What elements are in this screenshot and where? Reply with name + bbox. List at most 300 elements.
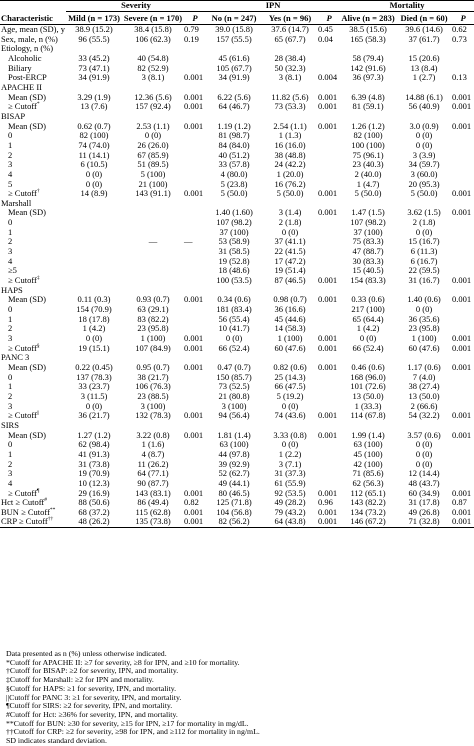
- value-cell: 3 (8.1): [141, 72, 165, 83]
- row-label: 2: [8, 390, 13, 401]
- value-cell: 25 (14.3): [274, 371, 306, 382]
- value-cell: 31 (37.3): [274, 468, 306, 479]
- value-cell: 41 (91.3): [78, 448, 110, 459]
- p-value-cell: 0.73: [452, 33, 467, 44]
- value-cell: 71 (85.6): [352, 468, 384, 479]
- value-cell: 65 (64.4): [352, 313, 384, 324]
- value-cell: 1.26 (1.2): [351, 120, 385, 131]
- value-cell: 15 (40.5): [352, 265, 384, 276]
- value-cell: 51 (89.5): [137, 159, 169, 170]
- p-value-cell: [184, 160, 206, 170]
- col-mild: Mild (n = 173): [66, 12, 122, 25]
- value-cell: 88 (50.6): [78, 497, 110, 508]
- value-cell: 5 (50.0): [220, 188, 248, 199]
- value-cell: [66, 237, 122, 247]
- value-cell: 31 (58.5): [218, 246, 250, 257]
- row-label: 0: [8, 130, 13, 141]
- p-value-cell: 0.001: [318, 207, 338, 218]
- table-row: [0, 517, 474, 527]
- value-cell: 0.22 (0.45): [75, 361, 113, 372]
- value-cell: 0 (0): [85, 333, 103, 343]
- value-cell: 1.19 (1.2): [217, 120, 251, 131]
- p-value-cell: [452, 373, 474, 383]
- value-cell: 86 (49.4): [137, 497, 169, 508]
- p-value-cell: [184, 305, 206, 315]
- p-value-cell: 0.001: [318, 517, 340, 527]
- row-label: SIRS: [1, 419, 19, 430]
- p-value-cell: 0.001: [184, 410, 204, 421]
- p-value-cell: 0.62: [452, 24, 467, 34]
- p-value-cell: 0.79: [184, 24, 199, 34]
- p-value-cell: 0.001: [452, 361, 472, 372]
- value-cell: 82 (56.2): [206, 517, 262, 527]
- value-cell: 49 (28.2): [274, 497, 306, 508]
- value-cell: 13 (50.0): [408, 390, 440, 401]
- p-value-cell: [184, 315, 206, 325]
- value-cell: 3 (1.4): [278, 207, 302, 218]
- p-value-cell: [184, 460, 206, 470]
- footnote-line: ††Cutoff for CRP: ≥2 for severity, ≥98 for IPN, and ≥112 for mortality in ng/mL.: [6, 727, 260, 737]
- value-cell: 3 (3.9): [412, 149, 436, 160]
- row-label: APACHE II: [1, 81, 43, 92]
- p-value-cell: 0.001: [318, 361, 338, 372]
- value-cell: 5 (100): [140, 168, 166, 179]
- p-value-cell: 0.001: [452, 506, 472, 517]
- value-cell: 60 (47.6): [274, 342, 306, 353]
- row-label: 4: [8, 168, 13, 179]
- value-cell: 5 (50.0): [410, 188, 438, 199]
- value-cell: 49 (44.1): [218, 477, 250, 488]
- value-cell: 36 (16.6): [274, 304, 306, 315]
- p-value-cell: 0.001: [318, 333, 338, 343]
- p-value-cell: [452, 440, 474, 450]
- value-cell: 0 (0): [415, 139, 433, 150]
- value-cell: 0 (0): [415, 439, 433, 450]
- p-value-cell: [318, 160, 340, 170]
- value-cell: 38 (48.8): [274, 149, 306, 160]
- value-cell: 19 (51.4): [274, 265, 306, 276]
- value-cell: 79 (43.2): [274, 506, 306, 517]
- value-cell: 30 (83.3): [352, 255, 384, 266]
- row-label: ≥ Cutoff†: [8, 188, 40, 199]
- value-cell: 0.47 (0.7): [217, 361, 251, 372]
- value-cell: 105 (67.7): [216, 62, 252, 73]
- value-cell: 28 (38.4): [274, 52, 306, 63]
- p-value-cell: [318, 141, 340, 151]
- value-cell: 3 (7.1): [278, 458, 302, 469]
- value-cell: 40 (51.2): [218, 149, 250, 160]
- p-value-cell: [184, 131, 206, 141]
- table-row: [0, 102, 474, 112]
- p-value-cell: 0.001: [184, 429, 204, 440]
- value-cell: 24 (42.2): [274, 159, 306, 170]
- value-cell: 10 (41.7): [218, 323, 250, 334]
- footnote-line: *Cutoff for APACHE II: ≥7 for severity, ≥8 for IPN, and ≥10 for mortality.: [6, 657, 240, 667]
- value-cell: 1 (4.2): [82, 323, 106, 334]
- value-cell: [122, 257, 184, 267]
- value-cell: 1 (4.7): [356, 178, 380, 189]
- table-row: [0, 411, 474, 421]
- p-value-cell: 0.001: [318, 101, 338, 112]
- p-value-cell: 0.001: [452, 101, 472, 112]
- p-value-cell: 0.001: [452, 91, 472, 102]
- value-cell: 73 (52.5): [218, 381, 250, 392]
- value-cell: 33 (23.7): [78, 381, 110, 392]
- p-value-cell: 0.001: [452, 207, 472, 218]
- p-value-cell: [184, 151, 206, 161]
- value-cell: [122, 247, 184, 257]
- value-cell: 96 (55.5): [78, 33, 110, 44]
- value-cell: 15 (20.6): [408, 52, 440, 63]
- value-cell: 3.0 (0.9): [409, 120, 439, 131]
- value-cell: 0 (0): [415, 226, 433, 237]
- p-value-cell: 0.001: [318, 294, 338, 305]
- value-cell: 3 (8.1): [278, 72, 302, 83]
- value-cell: 75 (83.3): [352, 236, 384, 247]
- value-cell: 73 (47.1): [78, 62, 110, 73]
- footnote-line: ||Cutoff for PANC 3: ≥1 for severity, IPN, and mortality.: [6, 692, 182, 702]
- value-cell: 16 (16.0): [274, 139, 306, 150]
- value-cell: 37 (100): [353, 226, 383, 237]
- value-cell: 1.81 (1.4): [217, 429, 251, 440]
- value-cell: 1 (33.3): [354, 400, 382, 411]
- table-body: [0, 25, 474, 528]
- value-cell: 1 (100): [411, 333, 437, 343]
- value-cell: 106 (76.3): [135, 381, 171, 392]
- row-label: 5: [8, 178, 13, 189]
- p-value-cell: [452, 54, 474, 64]
- value-cell: 56 (55.4): [218, 313, 250, 324]
- value-cell: 125 (71.8): [216, 497, 252, 508]
- value-cell: 5 (23.8): [220, 178, 248, 189]
- value-cell: 100 (53.5): [216, 275, 252, 286]
- value-cell: 6.22 (5.6): [217, 91, 251, 102]
- value-cell: 2.53 (1.1): [136, 120, 170, 131]
- p-value-cell: 0.96: [318, 497, 333, 508]
- p-value-cell: 0.001: [452, 487, 472, 498]
- value-cell: 45 (44.6): [274, 313, 306, 324]
- value-cell: 83 (82.2): [137, 313, 169, 324]
- value-cell: 21 (80.8): [218, 390, 250, 401]
- value-cell: 6.39 (4.8): [351, 91, 385, 102]
- value-cell: 37.6 (14.7): [271, 24, 309, 34]
- value-cell: 36 (97.3): [352, 72, 384, 83]
- p-value-cell: [318, 151, 340, 161]
- p-value-cell: 0.001: [452, 429, 472, 440]
- p-value-cell: [452, 315, 474, 325]
- row-label: ≥ Cutoff*: [8, 101, 40, 112]
- value-cell: 3.29 (1.9): [77, 91, 111, 102]
- value-cell: 168 (96.0): [350, 371, 386, 382]
- p-value-cell: [184, 208, 206, 218]
- p-value-cell: 0.001: [184, 342, 204, 353]
- table-row: [0, 35, 474, 45]
- value-cell: 132 (78.3): [135, 410, 171, 421]
- value-cell: 18 (17.8): [78, 313, 110, 324]
- value-cell: 38 (27.4): [408, 381, 440, 392]
- p-value-cell: [184, 54, 206, 64]
- value-cell: 29 (16.9): [78, 487, 110, 498]
- p-value-cell: 0.87: [452, 497, 467, 508]
- value-cell: 68 (37.2): [78, 506, 110, 517]
- row-label: ≥ Cutoff§: [8, 342, 40, 353]
- column-header-row: [0, 12, 474, 25]
- value-cell: 3.62 (1.5): [407, 207, 441, 218]
- value-cell: —: [148, 236, 158, 247]
- value-cell: 66 (52.4): [352, 342, 384, 353]
- value-cell: 0.33 (0.6): [351, 294, 385, 305]
- value-cell: 19 (15.1): [78, 342, 110, 353]
- row-label: 2: [8, 149, 13, 160]
- row-label: Hct ≥ Cutoff#: [1, 497, 47, 508]
- value-cell: [66, 276, 122, 286]
- p-value-cell: 0.001: [184, 101, 204, 112]
- row-label: Mean (SD): [8, 294, 47, 305]
- value-cell: 60 (47.6): [408, 342, 440, 353]
- value-cell: 60 (34.9): [408, 487, 440, 498]
- value-cell: 36 (35.6): [408, 313, 440, 324]
- p-value-cell: [452, 141, 474, 151]
- p-value-cell: [452, 460, 474, 470]
- value-cell: [66, 257, 122, 267]
- p-value-cell: [184, 170, 206, 180]
- value-cell: 31 (16.7): [408, 275, 440, 286]
- value-cell: 1.47 (1.5): [351, 207, 385, 218]
- col-yes: Yes (n = 96): [262, 12, 318, 25]
- value-cell: 114 (67.8): [350, 410, 386, 421]
- value-cell: 1.27 (1.2): [77, 429, 111, 440]
- p-value-cell: [318, 170, 340, 180]
- p-value-cell: [452, 247, 474, 257]
- p-value-cell: 0.001: [452, 333, 472, 343]
- footnote-marker: #: [44, 497, 47, 504]
- value-cell: 217 (100): [351, 304, 385, 315]
- row-label: PANC 3: [1, 352, 30, 363]
- value-cell: 82 (100): [79, 130, 109, 141]
- footnote-marker: **: [49, 506, 56, 513]
- row-label: 3: [8, 333, 13, 343]
- p-value-cell: [318, 373, 340, 383]
- row-label: 1: [8, 139, 13, 150]
- value-cell: 53 (58.9): [218, 236, 250, 247]
- value-cell: 75 (96.1): [352, 149, 384, 160]
- row-label: ≥5: [8, 265, 17, 276]
- value-cell: 2.54 (1.1): [273, 120, 307, 131]
- value-cell: 0.95 (0.7): [136, 361, 170, 372]
- value-cell: 38 (21.7): [137, 371, 169, 382]
- p-value-cell: [318, 469, 340, 479]
- p-value-cell: [318, 131, 340, 141]
- value-cell: 0 (0): [415, 448, 433, 459]
- value-cell: 14 (58.3): [274, 323, 306, 334]
- value-cell: 1 (1.6): [141, 439, 165, 450]
- value-cell: 0 (0): [281, 439, 299, 450]
- row-label: 3: [8, 400, 13, 411]
- value-cell: 17 (47.2): [274, 255, 306, 266]
- row-label: Mean (SD): [8, 207, 47, 218]
- value-cell: 73 (53.3): [274, 101, 306, 112]
- value-cell: 157 (92.4): [135, 101, 171, 112]
- p-value-cell: 0.001: [184, 72, 204, 83]
- value-cell: 0 (0): [85, 400, 103, 411]
- value-cell: 1 (4.2): [356, 323, 380, 334]
- p-value-cell: 0.001: [452, 517, 474, 527]
- value-cell: 67 (85.9): [137, 149, 169, 160]
- value-cell: 154 (70.9): [76, 304, 112, 315]
- value-cell: 12.36 (5.6): [134, 91, 172, 102]
- value-cell: 0.82 (0.6): [273, 361, 307, 372]
- value-cell: 104 (56.8): [216, 506, 252, 517]
- value-cell: 49 (26.8): [408, 506, 440, 517]
- value-cell: 26 (26.0): [137, 139, 169, 150]
- value-cell: 1 (20.0): [276, 168, 304, 179]
- row-label: 2: [8, 458, 13, 469]
- row-label: Alcoholic: [8, 52, 42, 63]
- value-cell: 19 (70.9): [78, 468, 110, 479]
- value-cell: 12 (14.4): [408, 468, 440, 479]
- value-cell: 11 (14.1): [78, 149, 110, 160]
- value-cell: 39 (92.9): [218, 458, 250, 469]
- value-cell: 181 (83.4): [216, 304, 252, 315]
- p-value-cell: [452, 151, 474, 161]
- footnote-marker: ††: [47, 516, 54, 523]
- value-cell: 142 (91.6): [350, 62, 386, 73]
- footnote-line: †Cutoff for BISAP: ≥2 for severity, IPN, and mortality.: [6, 666, 179, 676]
- value-cell: 0.93 (0.7): [136, 294, 170, 305]
- footnote-line: Data presented as n (%) unless otherwise indicated.: [6, 649, 167, 658]
- value-cell: 94 (56.4): [218, 410, 250, 421]
- value-cell: 18 (48.6): [218, 265, 250, 276]
- p-value-cell: [318, 450, 340, 460]
- col-p-ipn: P: [318, 12, 340, 25]
- value-cell: 23 (95.8): [137, 323, 169, 334]
- p-value-cell: [184, 218, 206, 228]
- value-cell: 39.0 (15.8): [215, 24, 253, 34]
- value-cell: 66 (47.5): [274, 381, 306, 392]
- value-cell: [122, 276, 184, 286]
- p-value-cell: 0.001: [184, 91, 204, 102]
- value-cell: 10 (12.3): [78, 477, 110, 488]
- p-value-cell: 0.001: [452, 410, 472, 421]
- p-value-cell: 0.001: [318, 429, 338, 440]
- value-cell: 52 (62.7): [218, 468, 250, 479]
- value-cell: [66, 218, 122, 228]
- value-cell: 6 (11.3): [410, 246, 438, 257]
- value-cell: 3 (100): [221, 400, 247, 411]
- row-label: 1: [8, 226, 13, 237]
- p-value-cell: [452, 228, 474, 238]
- p-value-cell: [452, 392, 474, 402]
- footnote-marker: †: [36, 188, 40, 195]
- value-cell: 37 (100): [219, 226, 249, 237]
- col-severe: Severe (n = 170): [123, 13, 183, 23]
- value-cell: 137 (78.3): [76, 371, 112, 382]
- row-label: 4: [8, 255, 13, 266]
- p-value-cell: [318, 392, 340, 402]
- value-cell: 112 (65.1): [350, 487, 386, 498]
- value-cell: 0 (0): [415, 130, 433, 141]
- value-cell: 13 (50.0): [352, 390, 384, 401]
- footnote-marker: *: [36, 101, 40, 108]
- row-label: Mean (SD): [8, 361, 47, 372]
- p-value-cell: [318, 228, 340, 238]
- col-no: No (n = 247): [206, 12, 262, 25]
- group-mortality: Mortality: [340, 0, 474, 12]
- value-cell: 90 (87.7): [137, 477, 169, 488]
- footnote-line: #Cutoff for Hct: ≥36% for severity, IPN, and mortality.: [6, 709, 178, 719]
- value-cell: [122, 199, 184, 209]
- p-value-cell: [452, 131, 474, 141]
- p-value-cell: 0.45: [318, 24, 333, 34]
- value-cell: 84 (84.0): [218, 139, 250, 150]
- row-label: Post-ERCP: [8, 72, 47, 83]
- value-cell: 0 (0): [85, 168, 103, 179]
- row-label: 4: [8, 477, 13, 488]
- value-cell: 107 (98.2): [350, 217, 386, 228]
- footnote-line: SD indicates standard deviation.: [6, 736, 107, 746]
- value-cell: 13 (7.6): [80, 101, 108, 112]
- value-cell: 4 (8.7): [141, 448, 165, 459]
- value-cell: [122, 266, 184, 276]
- value-cell: 37 (41.1): [274, 236, 306, 247]
- p-value-cell: [184, 373, 206, 383]
- value-cell: 64 (77.1): [137, 468, 169, 479]
- value-cell: 11.82 (5.6): [271, 91, 309, 102]
- p-value-cell: 0.001: [452, 342, 472, 353]
- p-value-cell: 0.001: [318, 275, 338, 286]
- value-cell: 0.98 (0.7): [273, 294, 307, 305]
- value-cell: 38.4 (15.8): [134, 24, 172, 34]
- value-cell: 33 (45.2): [78, 52, 110, 63]
- p-value-cell: 0.001: [184, 294, 204, 305]
- value-cell: 42 (100): [353, 458, 383, 469]
- value-cell: 45 (61.6): [218, 52, 250, 63]
- col-p-severity: P: [184, 12, 206, 25]
- value-cell: 62 (56.3): [352, 477, 384, 488]
- value-cell: 0 (0): [415, 458, 433, 469]
- value-cell: 38.5 (15.6): [349, 24, 387, 34]
- value-cell: 34 (91.9): [218, 72, 250, 83]
- p-value-cell: [184, 199, 206, 209]
- footnote-marker: ‡: [36, 275, 40, 282]
- value-cell: 0 (0): [281, 226, 299, 237]
- value-cell: 0 (0): [415, 304, 433, 315]
- value-cell: 2 (40.0): [354, 168, 382, 179]
- value-cell: 64 (43.8): [262, 517, 318, 527]
- table-row: [0, 344, 474, 354]
- value-cell: 31 (73.8): [78, 458, 110, 469]
- row-label: Mean (SD): [8, 91, 47, 102]
- value-cell: 107 (98.2): [216, 217, 252, 228]
- value-cell: 44 (97.8): [218, 448, 250, 459]
- row-label: 2: [8, 323, 13, 334]
- p-value-cell: [452, 450, 474, 460]
- value-cell: 1.99 (1.4): [351, 429, 385, 440]
- value-cell: 34 (59.7): [408, 159, 440, 170]
- value-cell: 134 (73.2): [350, 506, 386, 517]
- value-cell: 150 (85.7): [216, 371, 252, 382]
- value-cell: 66 (52.4): [218, 342, 250, 353]
- p-value-cell: 0.001: [184, 487, 204, 498]
- value-cell: 1 (2.7): [412, 72, 436, 83]
- value-cell: 63 (29.1): [137, 304, 169, 315]
- value-cell: 107 (84.9): [135, 342, 171, 353]
- p-value-cell: [184, 141, 206, 151]
- value-cell: 63 (100): [353, 439, 383, 450]
- value-cell: 65 (67.7): [274, 33, 306, 44]
- value-cell: 34 (91.9): [78, 72, 110, 83]
- value-cell: 3.33 (0.8): [273, 429, 307, 440]
